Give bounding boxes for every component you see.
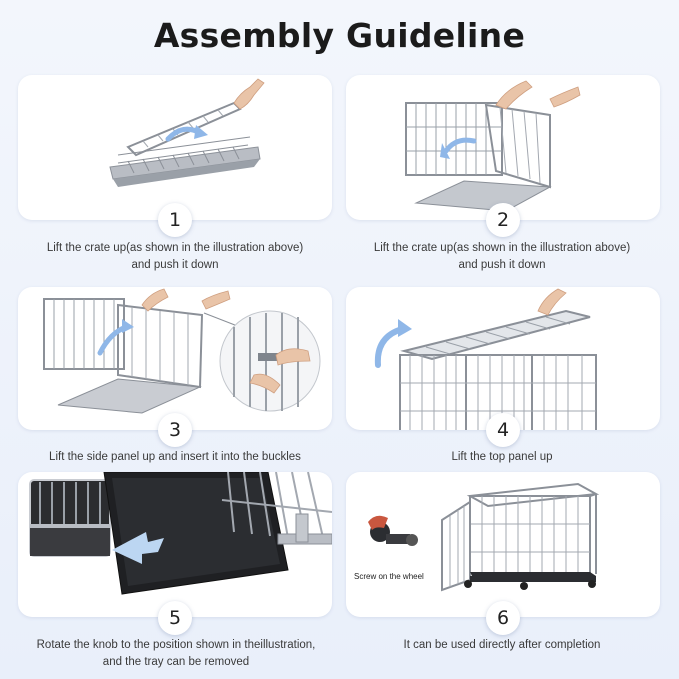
step-2-panel <box>346 75 660 220</box>
step-5-caption <box>15 637 337 671</box>
step-3-illustration <box>18 287 332 430</box>
step-4-illustration <box>346 287 660 430</box>
step-5-badge: 5 <box>158 601 192 635</box>
step-1-badge: 1 <box>158 203 192 237</box>
step-3-badge: 3 <box>158 413 192 447</box>
step-4-caption-line1: Lift the top panel up <box>451 451 553 463</box>
step-4-caption <box>342 449 662 466</box>
step-6-badge: 6 <box>486 601 520 635</box>
step-5-panel <box>18 472 332 617</box>
step-6-caption-line1: It can be used directly after completion <box>403 639 601 651</box>
step-1-caption <box>15 240 335 274</box>
step-4-panel <box>346 287 660 430</box>
step-1-caption-line1: Lift the crate up(as shown in the illustration above) <box>46 242 304 254</box>
step-6-illustration <box>346 472 660 617</box>
step-1-illustration <box>18 75 332 220</box>
page-title: Assembly Guideline <box>153 16 526 55</box>
step-2-caption <box>342 240 662 274</box>
step-1-panel <box>18 75 332 220</box>
step-3-caption <box>15 449 335 466</box>
step-5-illustration <box>18 472 332 617</box>
step-2-caption-line2: and push it down <box>458 259 546 271</box>
step-5-caption-line2: and the tray can be removed <box>102 656 250 668</box>
step-6-caption <box>342 637 662 654</box>
step-5-caption-line1: Rotate the knob to the position shown in theillustration, <box>36 639 316 651</box>
step-2-caption-line1: Lift the crate up(as shown in the illustration above) <box>373 242 631 254</box>
step-3-caption-line1: Lift the side panel up and insert it into the buckles <box>49 451 301 463</box>
step-3-panel <box>18 287 332 430</box>
step-1-caption-line2: and push it down <box>131 259 219 271</box>
wheel-note-label: Screw on the wheel <box>354 572 424 581</box>
step-6-panel <box>346 472 660 617</box>
step-2-illustration <box>346 75 660 220</box>
step-4-badge: 4 <box>486 413 520 447</box>
step-2-badge: 2 <box>486 203 520 237</box>
